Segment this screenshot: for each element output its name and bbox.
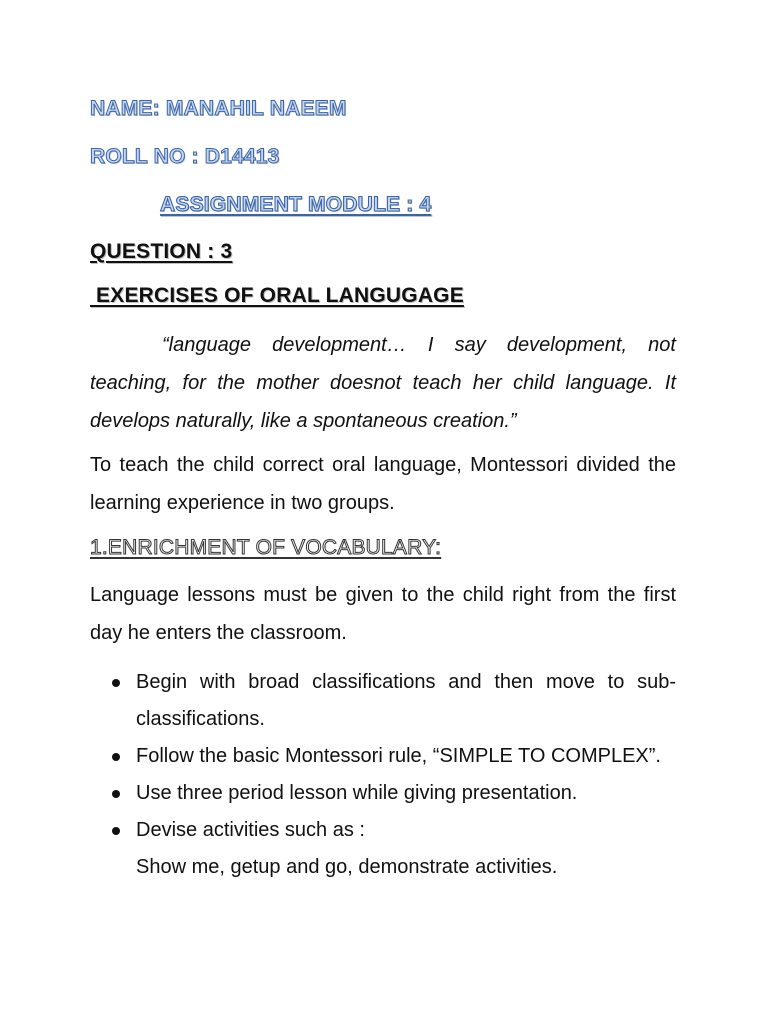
list-item-continuation: Show me, getup and go, demonstrate activities. bbox=[136, 856, 558, 878]
topic-heading: EXERCISES OF ORAL LANGUGAGE bbox=[90, 284, 464, 307]
bullet-icon bbox=[112, 753, 120, 761]
section-paragraph: Language lessons must be given to the child right from the first day he enters the classroom. bbox=[90, 584, 676, 644]
list-item bbox=[90, 664, 676, 738]
list-item bbox=[90, 775, 676, 812]
list-item-text: Devise activities such as : bbox=[136, 819, 365, 841]
intro-paragraph: To teach the child correct oral language, Montessori divided the learning experience in two groups. bbox=[90, 454, 676, 514]
list-item-text: Follow the basic Montessori rule, “SIMPLE TO COMPLEX”. bbox=[136, 745, 661, 767]
section-heading: 1.ENRICHMENT OF VOCABULARY: bbox=[90, 536, 442, 559]
bullet-icon bbox=[112, 679, 120, 687]
student-name: NAME: MANAHIL NAEEM bbox=[90, 97, 347, 120]
assignment-title: ASSIGNMENT MODULE : 4 bbox=[160, 193, 432, 216]
list-item-text: Begin with broad classifications and then move to sub-classifications. bbox=[136, 671, 676, 730]
list-item bbox=[90, 812, 676, 886]
bullet-list bbox=[90, 664, 676, 886]
bullet-icon bbox=[112, 827, 120, 835]
list-item-text: Use three period lesson while giving presentation. bbox=[136, 782, 578, 804]
montessori-quote: “language development… I say development, not teaching, for the mother doesnot teach her child language. It develops naturally, like a spontaneous creation.” bbox=[90, 334, 676, 432]
bullet-icon bbox=[112, 790, 120, 798]
list-item bbox=[90, 738, 676, 775]
roll-number: ROLL NO : D14413 bbox=[90, 145, 280, 168]
question-heading: QUESTION : 3 bbox=[90, 240, 233, 263]
